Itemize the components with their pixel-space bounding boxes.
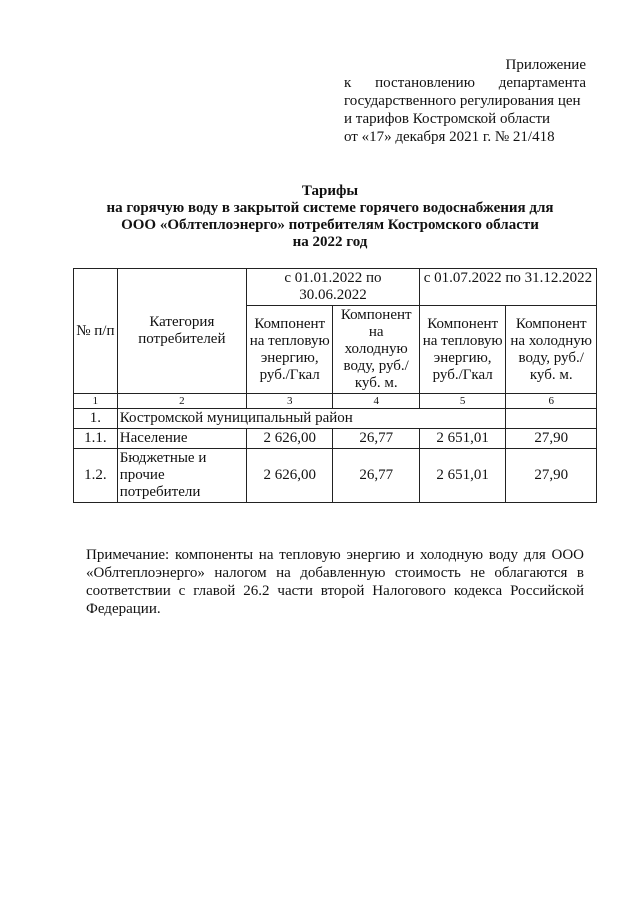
header-no: № п/п	[74, 269, 118, 394]
header-period-2: с 01.07.2022 по 31.12.2022	[419, 269, 596, 306]
row-cold-p2: 27,90	[506, 429, 597, 449]
row-cold-p1: 26,77	[333, 429, 419, 449]
table-row	[74, 449, 597, 503]
table-header-row-1	[74, 269, 597, 306]
column-number: 4	[333, 394, 419, 409]
title-line-3: ООО «Облтеплоэнерго» потребителям Костромского области	[121, 217, 539, 233]
title-line-2: на горячую воду в закрытой системе горячего водоснабжения для	[106, 200, 554, 216]
appendix-date-number-line: от «17» декабря 2021 г. № 21/418	[344, 129, 555, 145]
appendix-resolution-line: к постановлению департамента	[344, 75, 586, 91]
appendix-header	[344, 56, 586, 146]
section-name: Костромской муниципальный район	[117, 409, 419, 429]
column-number: 5	[419, 394, 505, 409]
column-number: 3	[246, 394, 332, 409]
title-line-1: Тарифы	[301, 183, 359, 199]
appendix-department-line: государственного регулирования цен	[344, 93, 581, 109]
column-number: 2	[117, 394, 246, 409]
appendix-title: Приложение	[505, 57, 586, 73]
row-no: 1.2.	[74, 449, 118, 503]
title-line-4: на 2022 год	[292, 234, 368, 250]
header-heat-component-p1: Компонент на тепловую энергию, руб./Гкал	[246, 306, 332, 394]
row-heat-p1: 2 626,00	[246, 449, 332, 503]
header-period-1: с 01.01.2022 по 30.06.2022	[246, 269, 419, 306]
header-cold-component-p2: Компонент на холодную воду, руб./куб. м.	[506, 306, 597, 394]
table-row	[74, 429, 597, 449]
document-title	[60, 183, 600, 251]
section-row	[74, 409, 597, 429]
column-number: 6	[506, 394, 597, 409]
row-no: 1.1.	[74, 429, 118, 449]
row-category: Население	[117, 429, 246, 449]
row-cold-p2: 27,90	[506, 449, 597, 503]
tariffs-table	[73, 268, 597, 503]
section-empty-cell	[506, 409, 597, 429]
row-cold-p1: 26,77	[333, 449, 419, 503]
header-category: Категория потребителей	[117, 269, 246, 394]
column-numbers-row	[74, 394, 597, 409]
section-empty-cell	[419, 409, 505, 429]
column-number: 1	[74, 394, 118, 409]
row-heat-p1: 2 626,00	[246, 429, 332, 449]
row-heat-p2: 2 651,01	[419, 449, 505, 503]
appendix-region-line: и тарифов Костромской области	[344, 111, 551, 127]
header-cold-component-p1: Компонент на холодную воду, руб./куб. м.	[333, 306, 419, 394]
note-paragraph: Примечание: компоненты на тепловую энергию и холодную воду для ООО «Облтеплоэнерго» налогом на добавленную стоимость не облагаются в соответствии с главой 26.2 части второй Налогового кодекса Российской Федерации.	[86, 547, 584, 617]
row-category: Бюджетные и прочие потребители	[117, 449, 246, 503]
section-no: 1.	[74, 409, 118, 429]
row-heat-p2: 2 651,01	[419, 429, 505, 449]
header-heat-component-p2: Компонент на тепловую энергию, руб./Гкал	[419, 306, 505, 394]
